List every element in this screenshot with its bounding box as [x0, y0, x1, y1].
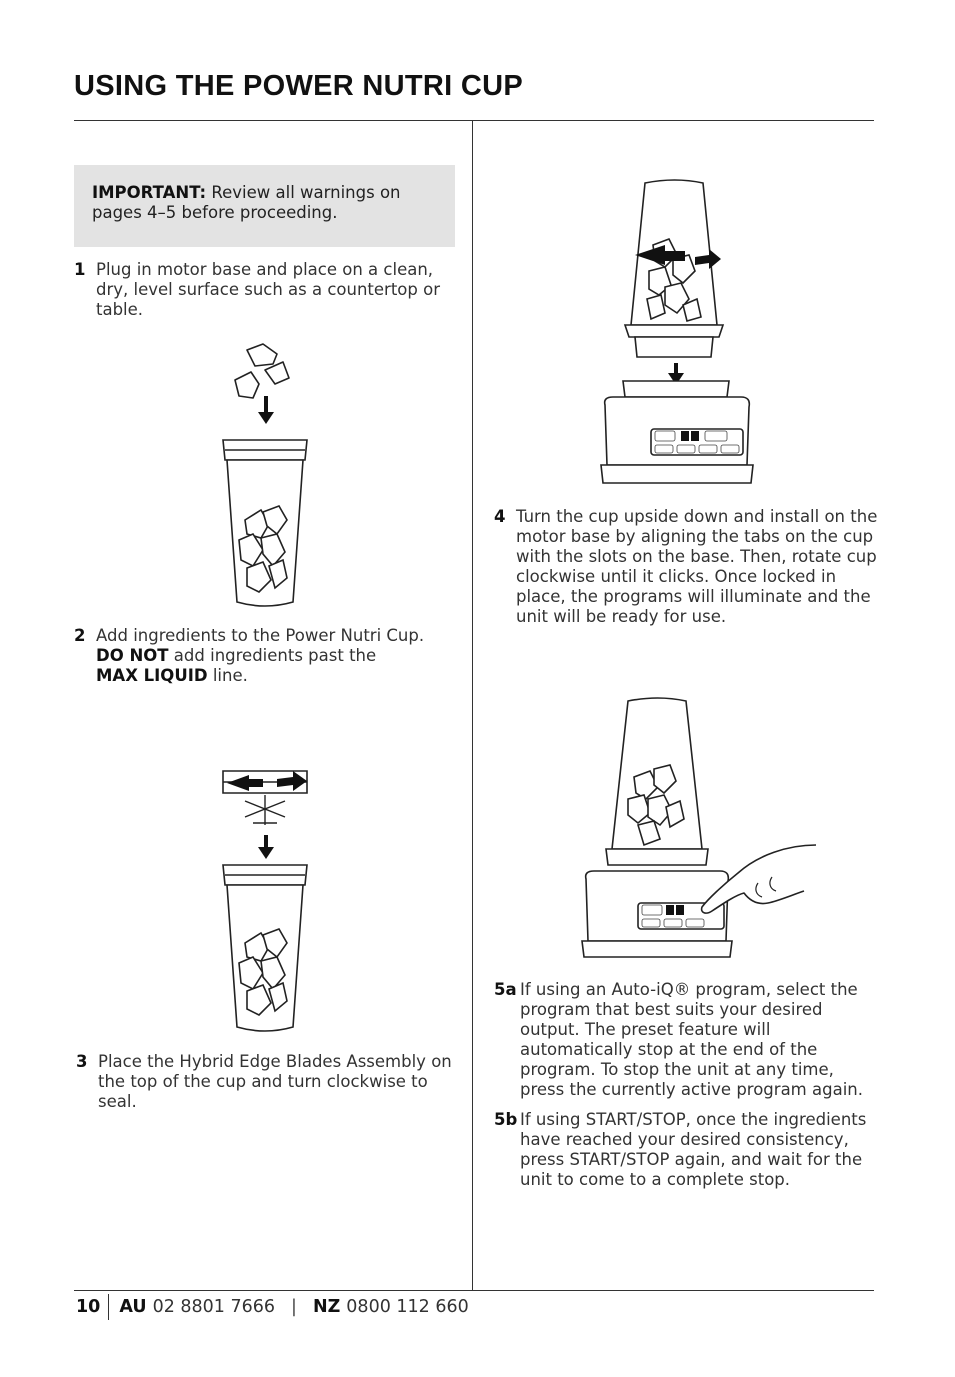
- step-number: 2: [74, 626, 86, 645]
- footer-bar: [108, 1294, 109, 1320]
- nz-label: NZ: [312, 1297, 341, 1317]
- step-number: 4: [494, 507, 506, 526]
- footer-divider: [74, 1290, 874, 1291]
- page-number: 10: [76, 1297, 101, 1317]
- do-not-label: DO NOT: [96, 646, 169, 665]
- column-divider: [472, 121, 473, 1291]
- notice-text: Review all warnings on pages 4–5 before proceeding.: [92, 183, 401, 222]
- step-text: If using an Auto-iQ® program, select the program that best suits your desired output. The preset feature will automatically stop at the end of the program. To stop the unit at any time, press the currently active program again.: [520, 980, 863, 1099]
- step-5b: [494, 1110, 879, 1190]
- step-number: 3: [76, 1052, 88, 1071]
- blade-assembly-icon: [215, 765, 315, 1035]
- step-text: Turn the cup upside down and install on the motor base by aligning the tabs on the cup with the slots on the base. Then, rotate cup clockwise until it clicks. Once locked in place, the programs will illuminate and the unit will be ready for use.: [516, 507, 878, 626]
- finger-pressing-program-icon: [578, 695, 828, 965]
- footer-separator: |: [291, 1297, 297, 1317]
- step-3: [76, 1052, 461, 1112]
- step-number: 5a: [494, 980, 517, 999]
- max-liquid-label: MAX LIQUID: [96, 666, 208, 685]
- step-number: 5b: [494, 1110, 518, 1129]
- step-5a: [494, 980, 879, 1100]
- step-1: [74, 260, 459, 320]
- au-phone: 02 8801 7666: [152, 1297, 276, 1317]
- step-text: Plug in motor base and place on a clean, dry, level surface such as a countertop or table.: [96, 260, 441, 319]
- au-label: AU: [119, 1297, 147, 1317]
- important-notice: [74, 165, 455, 247]
- notice-label: IMPORTANT:: [92, 183, 207, 202]
- step-2: [74, 626, 459, 686]
- step-text: If using START/STOP, once the ingredients have reached your desired consistency, press START/STOP again, and wait for the unit to come to a complete stop.: [520, 1110, 867, 1189]
- step-4: [494, 507, 879, 627]
- cup-with-ice-icon: [215, 340, 315, 610]
- header-divider: [74, 120, 874, 121]
- nz-phone: 0800 112 660: [346, 1297, 469, 1317]
- step-text: Add ingredients to the Power Nutri Cup.: [96, 626, 425, 645]
- step-text-end: line.: [207, 666, 248, 685]
- step-text: Place the Hybrid Edge Blades Assembly on the top of the cup and turn clockwise to seal.: [98, 1052, 452, 1111]
- page-title: USING THE POWER NUTRI CUP: [74, 70, 523, 102]
- step-text-mid: add ingredients past the: [168, 646, 377, 665]
- step-number: 1: [74, 260, 86, 279]
- footer: [76, 1294, 469, 1320]
- cup-on-motor-base-icon: [595, 175, 760, 495]
